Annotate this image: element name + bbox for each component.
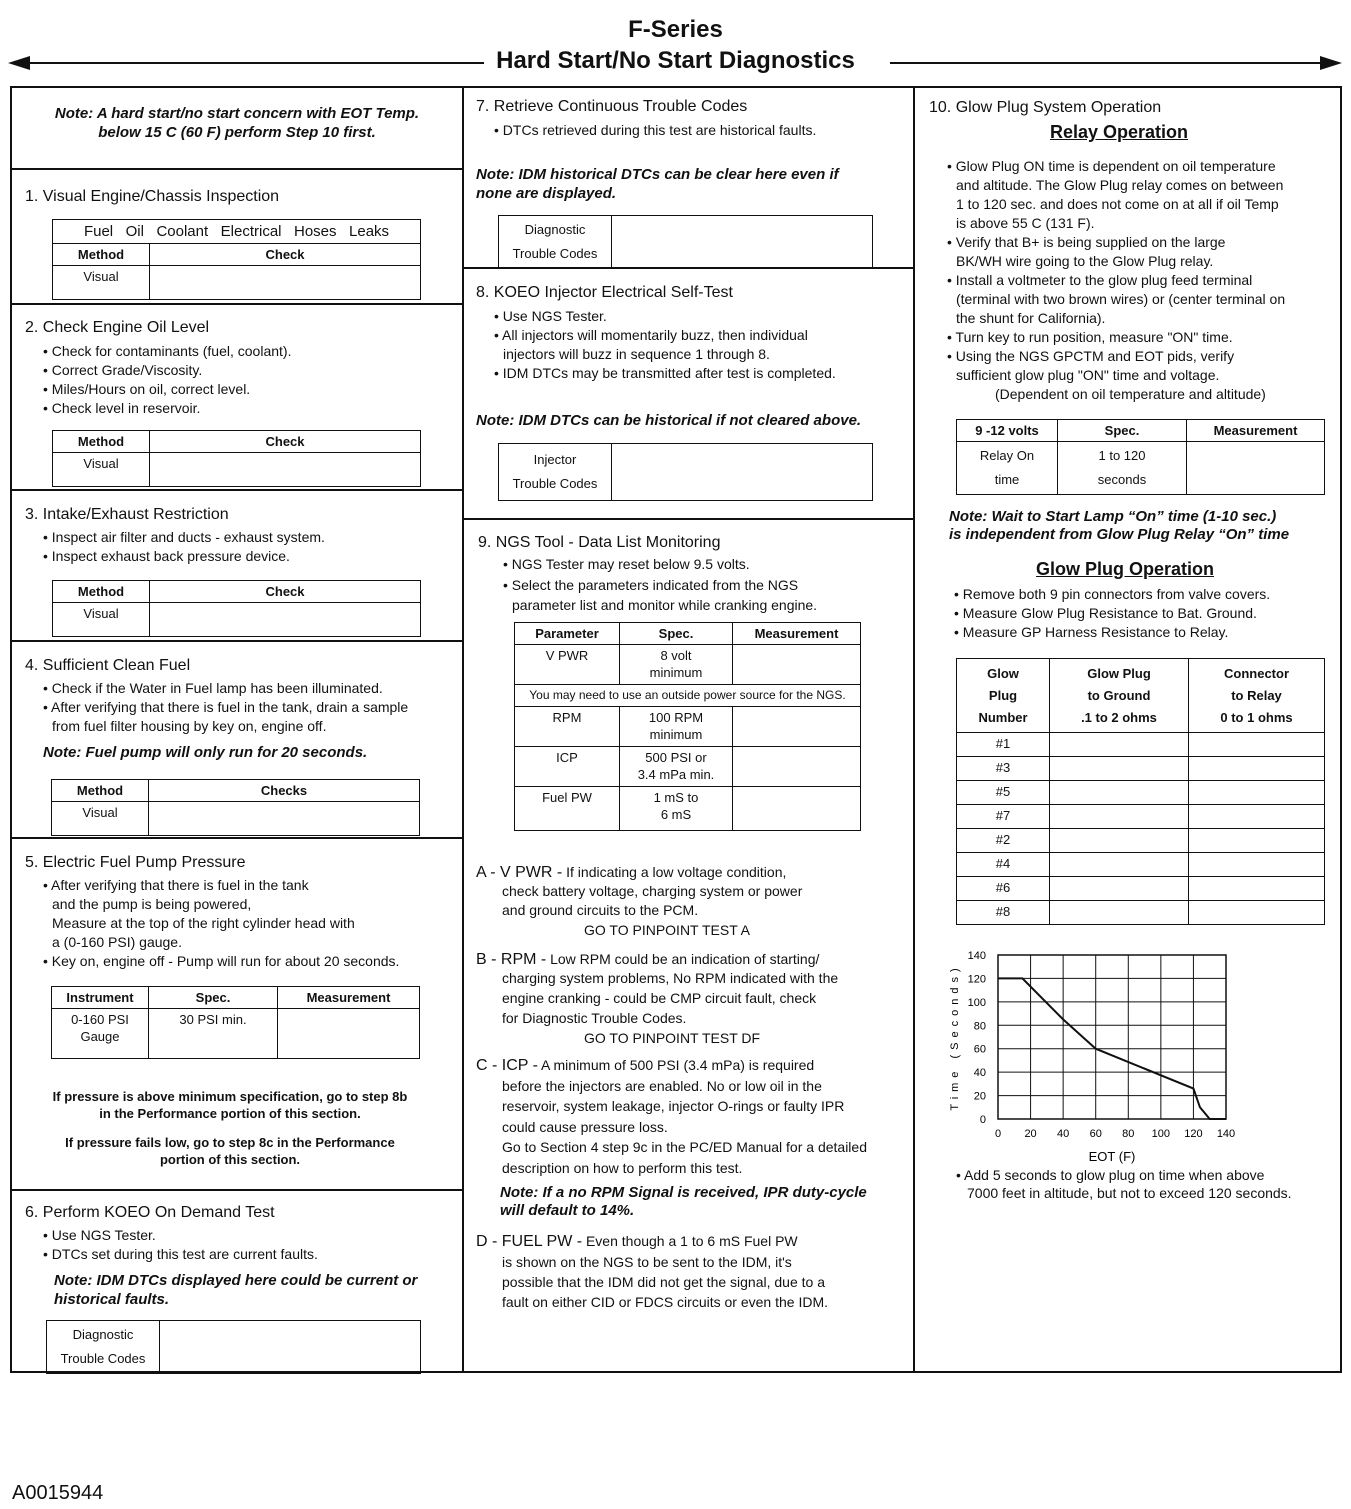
ngs-parameter-table [514,622,861,831]
gp-h1-line: Glow [987,665,1019,681]
altitude-note: • Add 5 seconds to glow plug on time when above [956,1167,1265,1183]
gp-number: #2 [957,829,1050,853]
gp-relay-cell[interactable] [1189,901,1325,925]
pressure-fails-note: If pressure fails low, go to step 8c in the Performance [65,1135,395,1150]
step8-bullet: • IDM DTCs may be transmitted after test is completed. [494,365,836,381]
para-a-text: If indicating a low voltage condition, [562,864,787,880]
step4-note: Note: Fuel pump will only run for 20 seconds. [43,744,368,761]
dtc-entry-cell[interactable] [160,1321,421,1374]
step3-table [52,580,421,637]
step10-bullet: sufficient glow plug "ON" time and voltage. [956,367,1220,383]
x-tick-label: 40 [1057,1128,1070,1140]
y-tick-label: 20 [973,1090,986,1103]
y-tick-label: 40 [973,1067,986,1080]
relay-spec-table [956,419,1325,495]
step1-items-row: Fuel Oil Coolant Electrical Hoses Leaks [53,220,421,244]
gp-h2-line: Glow Plug [1087,665,1151,681]
instrument-header: Instrument [52,987,149,1009]
divider [462,518,915,520]
step7-note: none are displayed. [476,185,617,202]
step3-bullet: • Inspect air filter and ducts - exhaust system. [43,529,325,545]
gp-h1-line: Number [978,709,1028,725]
page-title-line1: F-Series [628,16,723,43]
x-tick-label: 120 [1184,1128,1203,1140]
parameter-header: Parameter [515,623,620,645]
instrument-value-line2: Gauge [80,1029,120,1044]
para-a-head: A - V PWR - [476,864,563,881]
gp-ground-cell[interactable] [1050,877,1189,901]
step5-bullet: Measure at the top of the right cylinder head with [52,915,355,931]
param-name: ICP [515,747,620,787]
step10-bullet: • Verify that B+ is being supplied on the large [947,234,1226,250]
gp-relay-cell[interactable] [1189,829,1325,853]
gp-number: #5 [957,781,1050,805]
param-spec [620,787,733,831]
para-c-line1 [476,1056,814,1075]
column-divider-2 [913,86,915,1373]
x-tick-label: 140 [1216,1128,1236,1140]
gp-relay-cell[interactable] [1189,805,1325,829]
right-arrowhead-icon [1320,53,1342,73]
step5-bullet: a (0-160 PSI) gauge. [52,934,182,950]
step6-note: Note: IDM DTCs displayed here could be current or [54,1272,418,1289]
x-tick-label: 20 [1024,1128,1037,1140]
measurement-header: Measurement [278,987,420,1009]
step5-bullet: • Key on, engine off - Pump will run for about 20 seconds. [43,953,400,969]
column-divider-1 [462,86,464,1373]
gp-relay-cell[interactable] [1189,781,1325,805]
relay-on-line2: time [994,472,1020,487]
dtc-label-line2: Trouble Codes [60,1351,146,1366]
relay-on-time [957,442,1058,495]
param-name: V PWR [515,645,620,685]
step10-bullet: 1 to 120 sec. and does not come on at all if oil Temp [956,196,1279,212]
para-c-line: description on how to perform this test. [502,1160,743,1176]
gp-relay-cell[interactable] [1189,733,1325,757]
step10-bullet: (Dependent on oil temperature and altitude) [995,386,1266,402]
wait-lamp-note: is independent from Glow Plug Relay “On” time [949,526,1290,543]
divider [10,1189,463,1191]
method-header: Method [53,581,150,603]
gp-number: #8 [957,901,1050,925]
gp-h2-line: .1 to 2 ohms [1081,709,1157,725]
step8-bullet: • Use NGS Tester. [494,308,607,324]
wait-lamp-note: Note: Wait to Start Lamp “On” time (1-10 sec.) [949,508,1277,525]
step6-bullet: • DTCs set during this test are current faults. [43,1246,318,1262]
step10-bullet: • Turn key to run position, measure "ON" time. [947,329,1233,345]
relay-h1: 9 -12 volts [957,420,1058,442]
divider [10,489,463,491]
gp-ground-cell[interactable] [1050,733,1189,757]
para-c-text: A minimum of 500 PSI (3.4 mPa) is required [537,1057,815,1073]
para-b-line: for Diagnostic Trouble Codes. [502,1010,687,1026]
check-cell[interactable] [150,453,421,487]
gp-number: #1 [957,733,1050,757]
step9-bullet: • NGS Tester may reset below 9.5 volts. [503,556,750,572]
plot-frame [998,955,1226,1119]
y-tick-label: 80 [973,1020,986,1033]
method-header: Method [52,780,149,802]
para-d-line1 [476,1232,798,1251]
gp-ground-cell[interactable] [1050,805,1189,829]
step2-table [52,430,421,487]
figure-id: A0015944 [12,1482,104,1504]
measurement-cell[interactable] [733,747,861,787]
para-a-line: check battery voltage, charging system or power [502,883,803,899]
step6-note: historical faults. [54,1291,170,1308]
relay-h2: Spec. [1058,420,1187,442]
divider [10,303,463,305]
para-b-goto: GO TO PINPOINT TEST DF [584,1030,761,1046]
gp-ground-cell[interactable] [1050,781,1189,805]
step4-bullet: • Check if the Water in Fuel lamp has been illuminated. [43,680,383,696]
check-header: Check [150,581,421,603]
gp-number: #7 [957,805,1050,829]
gp-bullet: • Measure Glow Plug Resistance to Bat. Ground. [954,605,1257,621]
step2-title: 2. Check Engine Oil Level [25,319,210,336]
para-b-head: B - RPM - [476,951,547,968]
check-header: Check [150,431,421,453]
checks-header: Checks [149,780,420,802]
para-d-text: Even though a 1 to 6 mS Fuel PW [582,1233,798,1249]
measurement-cell[interactable] [733,707,861,747]
para-a-line: and ground circuits to the PCM. [502,902,699,918]
pressure-above-note: in the Performance portion of this section. [99,1106,361,1121]
spec-value: 30 PSI min. [149,1009,278,1059]
relay-spec-line1: 1 to 120 [1098,448,1146,463]
step9-bullet: parameter list and monitor while cranking engine. [512,597,818,613]
measurement-cell[interactable] [733,645,861,685]
instrument-value-line1: 0-160 PSI [71,1012,129,1027]
gp-h2-line: to Ground [1087,687,1151,703]
gp-bullet: • Remove both 9 pin connectors from valve covers. [954,586,1271,602]
y-tick-label: 60 [973,1043,986,1056]
measurement-cell[interactable] [733,787,861,831]
step2-bullet: • Check for contaminants (fuel, coolant). [43,343,292,359]
step7-title: 7. Retrieve Continuous Trouble Codes [476,98,748,115]
param-name: Fuel PW [515,787,620,831]
gp-ground-cell[interactable] [1050,853,1189,877]
gp-h3-line: Connector [1224,665,1289,681]
gp-number: #3 [957,757,1050,781]
para-c-head: C - ICP - [476,1057,538,1074]
step3-title: 3. Intake/Exhaust Restriction [25,506,229,523]
step7-bullet: • DTCs retrieved during this test are historical faults. [494,122,817,138]
param-spec-line1: 100 RPM [648,710,704,725]
left-arrow-line [26,62,484,64]
param-spec [620,747,733,787]
check-cell[interactable] [149,802,420,836]
relay-measurement-cell[interactable] [1187,442,1325,495]
para-c-line: Go to Section 4 step 9c in the PC/ED Manual for a detailed [502,1139,867,1155]
step2-bullet: • Miles/Hours on oil, correct level. [43,381,251,397]
gp-relay-cell[interactable] [1189,853,1325,877]
step9-bullet: • Select the parameters indicated from the NGS [503,577,799,593]
para-d-head: D - FUEL PW - [476,1233,583,1250]
injector-entry-cell[interactable] [612,444,873,501]
dtc-label [499,216,612,269]
para-b-line1 [476,950,819,969]
step5-table [51,986,420,1059]
param-spec-line1: 1 mS to [653,790,699,805]
param-spec-line2: 6 mS [660,807,692,822]
step4-table [51,779,420,836]
x-tick-label: 60 [1089,1128,1102,1140]
para-c-line: before the injectors are enabled. No or low oil in the [502,1078,822,1094]
para-a-line1 [476,863,786,882]
gp-number: #6 [957,877,1050,901]
para-c-line: could cause pressure loss. [502,1119,668,1135]
y-tick-label: 140 [967,950,986,962]
relay-operation-heading: Relay Operation [1050,122,1189,142]
step10-bullet: • Glow Plug ON time is dependent on oil temperature [947,158,1276,174]
relay-spec-line2: seconds [1097,472,1147,487]
x-tick-label: 0 [994,1128,1002,1140]
step9-title: 9. NGS Tool - Data List Monitoring [478,534,721,551]
param-spec-line2: minimum [649,727,703,742]
step7-note: Note: IDM historical DTCs can be clear here even if [476,166,839,183]
step10-title: 10. Glow Plug System Operation [929,99,1162,116]
method-header: Method [53,431,150,453]
spec-header: Spec. [149,987,278,1009]
glow-plug-operation-heading: Glow Plug Operation [1036,559,1215,579]
relay-on-line1: Relay On [979,448,1035,463]
page-title-line2: Hard Start/No Start Diagnostics [496,47,855,74]
check-header: Check [150,244,421,266]
step10-bullet: • Using the NGS GPCTM and EOT pids, verify [947,348,1235,364]
x-tick-label: 100 [1151,1128,1171,1140]
para-c-line: reservoir, system leakage, injector O-rings or faulty IPR [502,1098,845,1114]
y-tick-label: 120 [967,973,986,986]
step8-bullet: injectors will buzz in sequence 1 through 8. [503,346,770,362]
gp-relay-cell[interactable] [1189,757,1325,781]
gp-ground-cell[interactable] [1050,829,1189,853]
gp-ground-cell[interactable] [1050,901,1189,925]
check-cell[interactable] [150,266,421,300]
x-tick-label: 80 [1122,1128,1135,1140]
para-a-goto: GO TO PINPOINT TEST A [584,922,750,938]
step4-title: 4. Sufficient Clean Fuel [25,657,191,674]
dtc-label-line1: Diagnostic [524,222,586,237]
step4-bullet: from fuel filter housing by key on, engine off. [52,718,327,734]
step10-bullet: the shunt for California). [956,310,1106,326]
param-name: RPM [515,707,620,747]
para-d-line: is shown on the NGS to be sent to the IDM, it's [502,1254,792,1270]
para-b-line: engine cranking - could be CMP circuit fault, check [502,990,817,1006]
instrument-value [52,1009,149,1059]
relay-spec-value [1058,442,1187,495]
glow-plug-table [956,658,1325,925]
altitude-note: 7000 feet in altitude, but not to exceed 120 seconds. [967,1185,1292,1201]
divider [10,640,463,642]
y-tick-label: 100 [967,996,986,1009]
para-d-line: possible that the IDM did not get the signal, due to a [502,1274,825,1290]
ngs-power-note: You may need to use an outside power source for the NGS. [515,685,861,707]
step8-injector-box [498,443,873,501]
step10-bullet: is above 55 C (131 F). [956,215,1095,231]
param-spec-line2: 3.4 mPa min. [637,767,715,782]
step10-bullet: BK/WH wire going to the Glow Plug relay. [956,253,1214,269]
gp-relay-cell[interactable] [1189,877,1325,901]
eot-note-line1: Note: A hard start/no start concern with EOT Temp. [54,105,420,122]
injector-label [499,444,612,501]
param-spec [620,645,733,685]
eot-note-line2: below 15 C (60 F) perform Step 10 first. [98,124,376,141]
gp-number-header [957,659,1050,733]
divider [10,837,463,839]
step6-bullet: • Use NGS Tester. [43,1227,156,1243]
injector-label-line1: Injector [533,452,577,467]
y-axis-label: Time (Seconds) [949,963,961,1111]
para-c-note: will default to 14%. [500,1202,635,1219]
spec-header: Spec. [620,623,733,645]
step6-dtc-box [46,1320,421,1374]
method-value: Visual [53,603,150,637]
step2-bullet: • Check level in reservoir. [43,400,201,416]
method-value: Visual [53,266,150,300]
measurement-header: Measurement [733,623,861,645]
divider [10,168,463,170]
step7-dtc-box [498,215,873,269]
gp-number: #4 [957,853,1050,877]
relay-h3: Measurement [1187,420,1325,442]
step10-bullet: and altitude. The Glow Plug relay comes on between [956,177,1284,193]
gp-bullet: • Measure GP Harness Resistance to Relay. [954,624,1229,640]
measurement-cell[interactable] [278,1009,420,1059]
param-spec-line2: minimum [649,665,703,680]
injector-label-line2: Trouble Codes [512,476,598,491]
gp-h3-line: to Relay [1231,687,1282,703]
step10-bullet: (terminal with two brown wires) or (center terminal on [956,291,1286,307]
dtc-entry-cell[interactable] [612,216,873,269]
step4-bullet: • After verifying that there is fuel in the tank, drain a sample [43,699,409,715]
gp-relay-header [1189,659,1325,733]
step5-bullet: • After verifying that there is fuel in the tank [43,877,309,893]
dtc-label-line1: Diagnostic [72,1327,134,1342]
check-cell[interactable] [150,603,421,637]
step5-title: 5. Electric Fuel Pump Pressure [25,854,246,871]
gp-ground-cell[interactable] [1050,757,1189,781]
gp-h1-line: Plug [988,687,1018,703]
para-b-text: Low RPM could be an indication of starting/ [546,951,820,967]
pressure-above-note: If pressure is above minimum specification, go to step 8b [52,1089,408,1104]
step8-title: 8. KOEO Injector Electrical Self-Test [476,284,733,301]
para-d-line: fault on either CID or FDCS circuits or even the IDM. [502,1294,828,1310]
step5-bullet: and the pump is being powered, [52,896,252,912]
method-value: Visual [52,802,149,836]
step2-bullet: • Correct Grade/Viscosity. [43,362,203,378]
step6-title: 6. Perform KOEO On Demand Test [25,1204,275,1221]
gp-h3-line: 0 to 1 ohms [1220,709,1293,725]
step1-title: 1. Visual Engine/Chassis Inspection [25,188,280,205]
left-arrowhead-icon [8,53,30,73]
step8-note: Note: IDM DTCs can be historical if not cleared above. [476,412,862,429]
para-b-line: charging system problems, No RPM indicated with the [502,970,839,986]
glow-plug-time-chart [940,945,1320,1167]
right-arrow-line [890,62,1324,64]
method-header: Method [53,244,150,266]
step1-table [52,219,421,300]
dtc-label-line2: Trouble Codes [512,246,598,261]
param-spec-line1: 500 PSI or [645,750,707,765]
dtc-label [47,1321,160,1374]
method-value: Visual [53,453,150,487]
para-c-note: Note: If a no RPM Signal is received, IPR duty-cycle [500,1184,867,1201]
param-spec-line1: 8 volt [660,648,692,663]
y-tick-label: 0 [979,1114,986,1126]
x-axis-label: EOT (F) [1088,1149,1136,1164]
step8-bullet: • All injectors will momentarily buzz, then individual [494,327,808,343]
step10-bullet: • Install a voltmeter to the glow plug feed terminal [947,272,1253,288]
pressure-fails-note: portion of this section. [159,1152,301,1167]
step3-bullet: • Inspect exhaust back pressure device. [43,548,290,564]
gp-ground-header [1050,659,1189,733]
param-spec [620,707,733,747]
